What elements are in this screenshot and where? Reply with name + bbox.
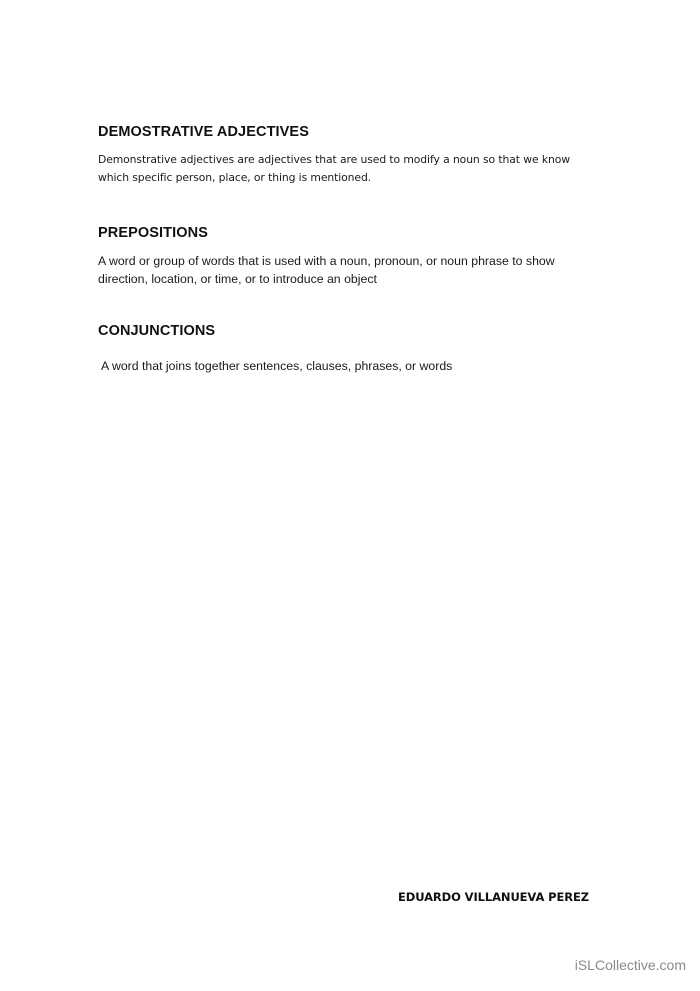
section-heading-demonstrative-adjectives: DEMOSTRATIVE ADJECTIVES: [98, 124, 309, 140]
section-text-conjunctions: A word that joins together sentences, clauses, phrases, or words: [101, 359, 453, 373]
section-text-demonstrative-adjectives: Demonstrative adjectives are adjectives that are used to modify a noun so that we know which specific person, place, or thing is mentioned.: [98, 153, 570, 184]
section-heading-conjunctions: CONJUNCTIONS: [98, 323, 216, 339]
author-name: EDUARDO VILLANUEVA PEREZ: [398, 890, 589, 904]
watermark: iSLCollective.com: [574, 957, 686, 973]
section-text-prepositions: A word or group of words that is used with a noun, pronoun, or noun phrase to show direction, location, or time, or to introduce an object: [98, 254, 555, 286]
section-heading-prepositions: PREPOSITIONS: [98, 225, 208, 241]
